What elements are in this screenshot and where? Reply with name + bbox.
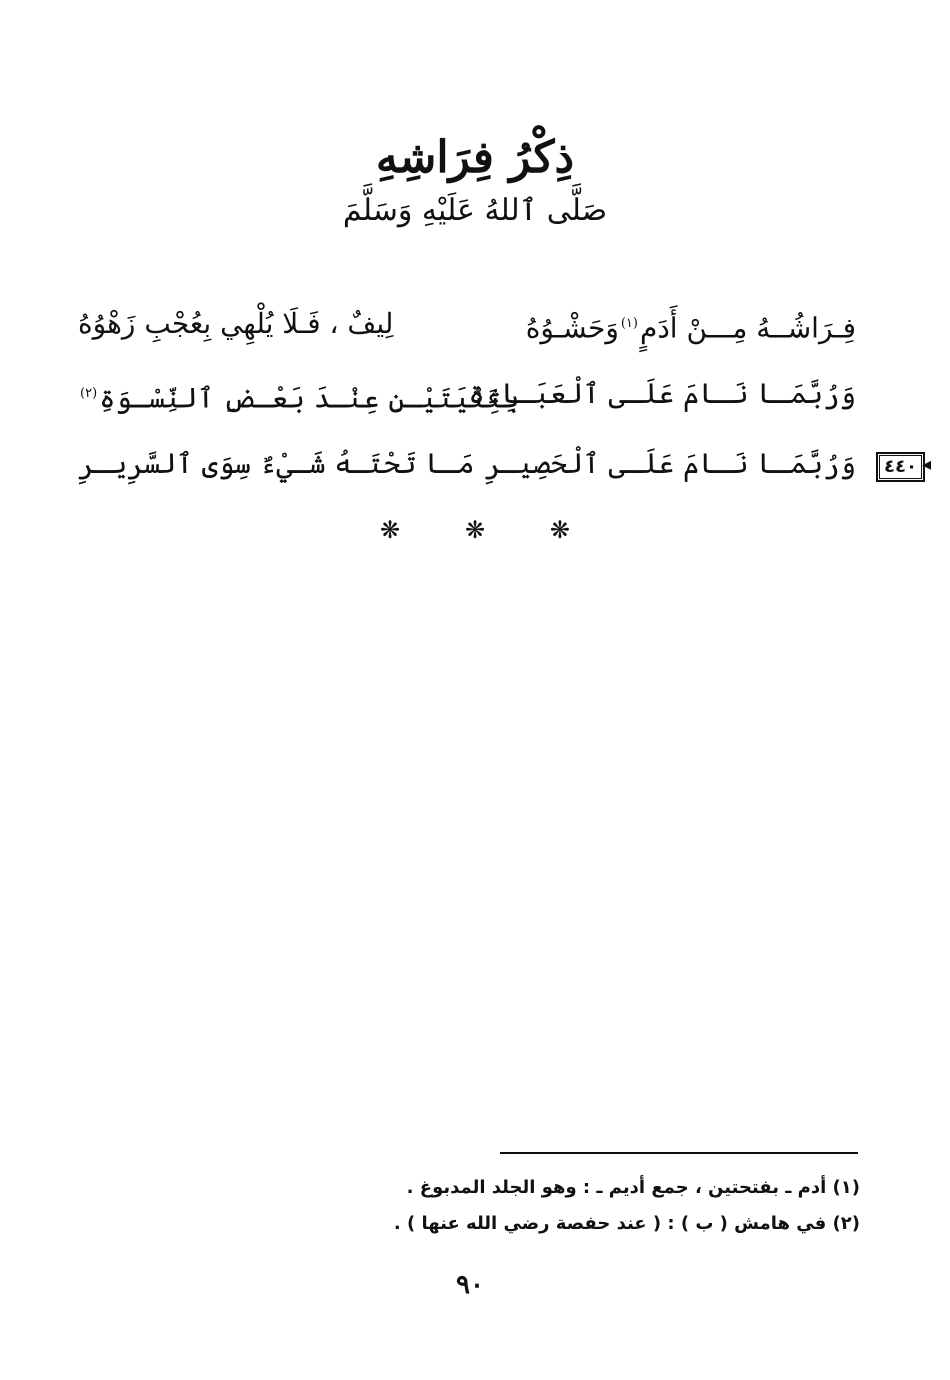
verse-number-badge (876, 452, 925, 482)
verse-3-second-hemistich: مَـا تَحْتَـهُ شَـيْءٌ سِوَى ٱلسَّرِيـرِ (78, 447, 475, 480)
footnote-1: (١) أدم ـ بفتحتين ، جمع أديم ـ : وهو الجلد المدبوغ . (406, 1177, 860, 1198)
verse-1-first-end: وَحَشْـوُهُ (525, 311, 619, 345)
verse-1-first-hemistich (526, 296, 856, 356)
section-subtitle: صَلَّى ٱللهُ عَلَيْهِ وَسَلَّمَ (342, 193, 608, 228)
section-separator (380, 516, 570, 544)
verse-2-second-hemistich (78, 366, 520, 426)
footnote-divider (500, 1152, 858, 1154)
page-number: ٩٠ (456, 1270, 484, 1300)
verse-pointer-icon: ◂ (922, 454, 932, 475)
footnote-marker-2: (٢) (80, 386, 98, 401)
footnote-marker-1: (١) (620, 316, 638, 331)
verse-2-second-text: بِثِنْيَتَيْـنِ عِنْـدَ بَعْـضِ ٱلنِّسْـوَةِ (99, 381, 520, 415)
separator-star-icon: ❋ (549, 516, 570, 544)
separator-star-icon: ❋ (464, 516, 486, 544)
footnotes (360, 1170, 860, 1242)
verse-3 (70, 436, 870, 506)
verse-2 (70, 366, 870, 436)
separator-star-icon: ❋ (380, 516, 401, 544)
section-title: ذِكْرُ فِرَاشِهِ (375, 132, 575, 183)
section-heading (250, 128, 700, 232)
verse-1-first-text: فِـرَاشُــهُ مِـــنْ أَدَمٍ (639, 311, 856, 345)
verse-number: ٤٤٠ (879, 455, 922, 479)
verse-2-first-hemistich: وَرُبَّمَـا نَـامَ عَلَـى ٱلْعَبَـاءَةِ (468, 377, 856, 410)
verse-1-second-hemistich: لِيفٌ ، فَـلَا يُلْهِي بِعُجْبِ زَهْوُهُ (78, 307, 394, 340)
poem (70, 296, 870, 506)
verse-3-first-hemistich: وَرُبَّمَـا نَـامَ عَلَـى ٱلْحَصِيـرِ (484, 447, 856, 480)
footnote-2: (٢) في هامش ( ب ) : ( عند حفصة رضي الله عنها ) . (393, 1213, 860, 1234)
verse-1 (70, 296, 870, 366)
